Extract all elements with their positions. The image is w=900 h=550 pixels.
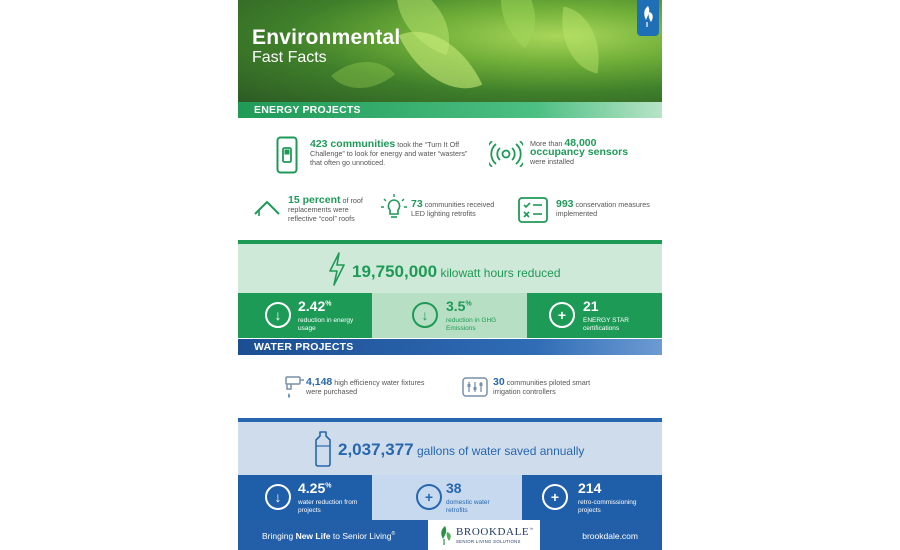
- fact-turn-it-off: 423 communities took the “Turn It Off Challenge” to look for energy and water “wasters” that often go unnoticed.: [310, 138, 468, 167]
- gallons-label: gallons of water saved annually: [416, 444, 585, 458]
- arrow-down-icon: ↓: [265, 484, 291, 510]
- water-tile-domestic-retrofits: + 38 domestic water retrofits: [372, 475, 522, 520]
- water-tile-retro-commissioning: + 214 retro-commissioning projects: [522, 475, 662, 520]
- roof-icon: [254, 199, 280, 217]
- energy-tile-energy-star: + 21 ENERGY STAR certifications: [527, 293, 662, 338]
- fact-cool-roofs: 15 percent of roof replacements were reflective “cool” roofs: [288, 194, 363, 223]
- footer-bar: [238, 520, 662, 550]
- sensor-waves-icon: [489, 141, 523, 167]
- header-banner: [238, 0, 662, 103]
- header-subtitle: Fast Facts: [252, 49, 327, 66]
- fact-smart-irrigation: 30 communities piloted smart irrigation controllers: [493, 376, 591, 396]
- leaf-logo-icon: [637, 0, 659, 30]
- energy-tile-ghg: ↓ 3.5% reduction in GHG Emissions: [372, 293, 527, 338]
- fact-conservation-measures: 993 conservation measures implemented: [556, 198, 650, 218]
- faucet-icon: [284, 375, 306, 401]
- irrigation-controller-icon: [462, 377, 488, 397]
- fact-occupancy-sensors: More than 48,000 occupancy sensors were installed: [530, 137, 629, 166]
- gallons-value: 2,037,377: [338, 440, 414, 459]
- energy-section-header: ENERGY PROJECTS: [238, 102, 662, 118]
- water-saved-band: [238, 418, 662, 479]
- arrow-down-icon: ↓: [412, 302, 438, 328]
- water-jug-icon: [312, 430, 334, 468]
- header-title: Environmental: [252, 26, 401, 49]
- fact-led-retrofits: 73 communities received LED lighting retrofits: [411, 198, 495, 218]
- light-bulb-icon: [381, 194, 407, 222]
- footer-tagline: Bringing New Life to Senior Living®: [262, 531, 396, 541]
- kwh-reduced-band: [238, 240, 662, 297]
- arrow-down-icon: ↓: [265, 302, 291, 328]
- brand-badge: [637, 0, 659, 36]
- plus-icon: +: [416, 484, 442, 510]
- plus-icon: +: [549, 302, 575, 328]
- footer-website-link[interactable]: brookdale.com: [582, 531, 638, 541]
- water-section-header: WATER PROJECTS: [238, 339, 662, 355]
- light-switch-icon: [276, 136, 298, 174]
- checklist-icon: [518, 197, 548, 223]
- brookdale-logo: BROOKDALE™ SENIOR LIVING SOLUTIONS: [428, 520, 540, 550]
- energy-tile-usage: ↓ 2.42% reduction in energy usage: [238, 293, 372, 338]
- infographic-poster: [238, 0, 662, 550]
- leaf-logo-icon: [438, 524, 454, 546]
- kwh-value: 19,750,000: [352, 262, 438, 281]
- kwh-label: kilowatt hours reduced: [440, 266, 561, 280]
- water-tile-reduction: ↓ 4.25% water reduction from projects: [238, 475, 372, 520]
- lightning-bolt-icon: [328, 252, 346, 286]
- fact-water-fixtures: 4,148 high efficiency water fixtures were purchased: [306, 376, 425, 396]
- plus-icon: +: [542, 484, 568, 510]
